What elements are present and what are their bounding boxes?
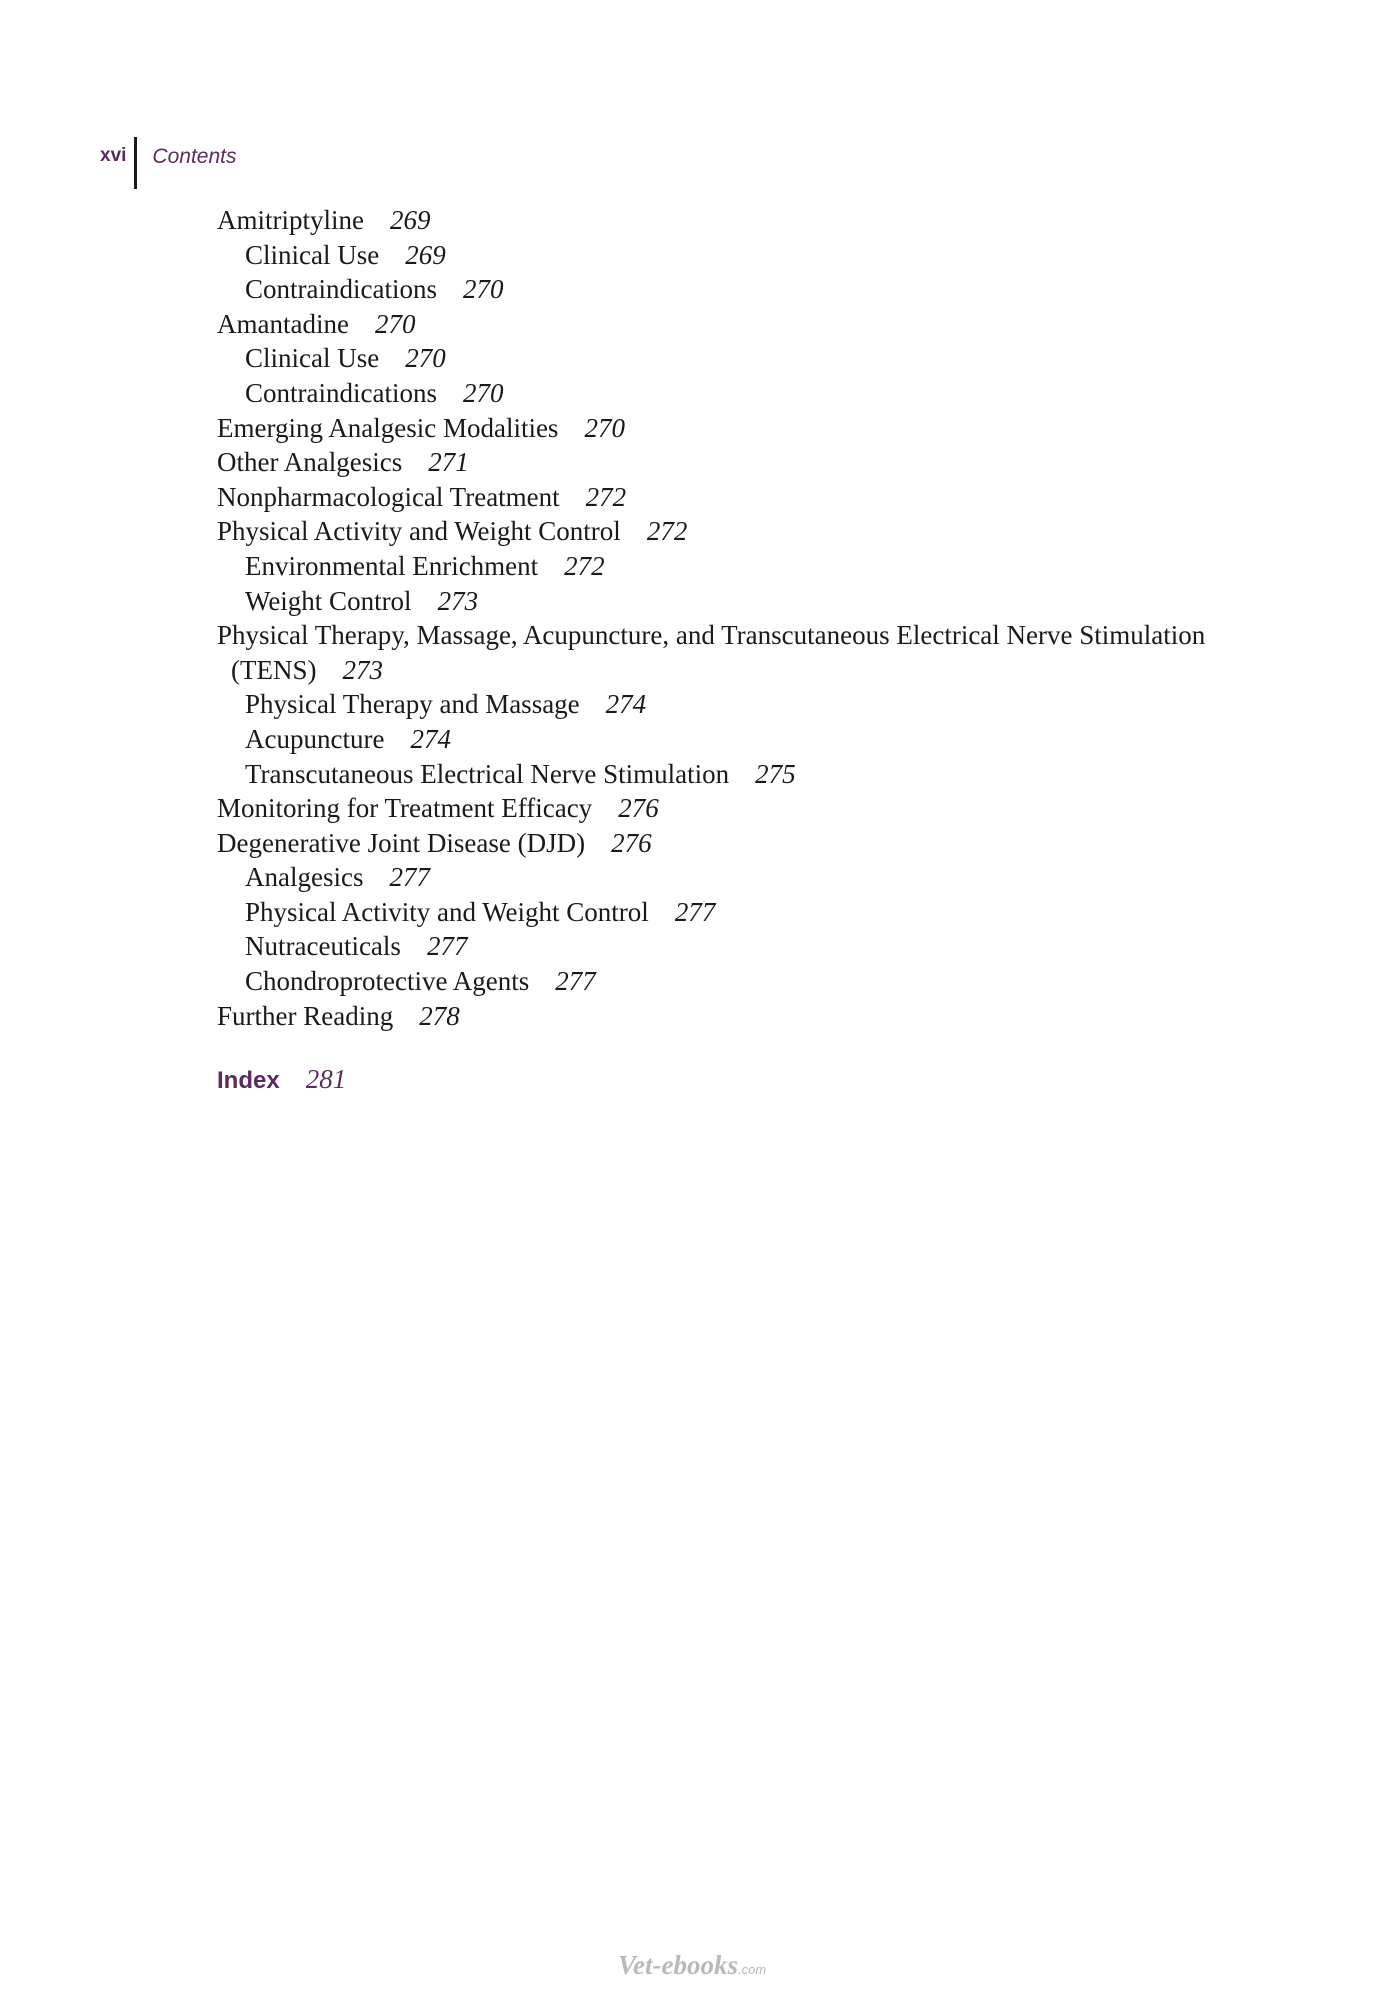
toc-entry-page: 273 — [342, 654, 383, 685]
toc-entry-title: Analgesics — [245, 862, 364, 893]
toc-entry-page: 272 — [585, 481, 627, 512]
toc-entry-title: Transcutaneous Electrical Nerve Stimulation — [245, 758, 730, 789]
toc-entry[interactable] — [217, 791, 1217, 826]
toc-entry-page: 270 — [584, 412, 625, 443]
toc-entry[interactable] — [217, 687, 1217, 722]
toc-entry-title: Amantadine — [217, 308, 349, 339]
toc-entry-title: Degenerative Joint Disease (DJD) — [217, 827, 586, 858]
toc-entry-title: Contraindications — [245, 377, 437, 408]
toc-entry-page: 276 — [618, 793, 659, 824]
toc-entry[interactable] — [217, 238, 1217, 273]
watermark-suffix: .com — [737, 1962, 767, 1977]
toc-entry[interactable] — [217, 722, 1217, 757]
toc-entry-title: Further Reading — [217, 1000, 394, 1031]
watermark-logo — [618, 1950, 766, 1981]
toc-entry-page: 277 — [674, 896, 716, 927]
toc-entry-title: Clinical Use — [245, 239, 380, 270]
toc-entry[interactable] — [217, 895, 1217, 930]
running-header — [100, 137, 236, 189]
chapter-page: 281 — [305, 1064, 347, 1094]
toc-entry-page: 273 — [437, 585, 479, 616]
toc-entry-page: 270 — [462, 377, 504, 408]
toc-chapter-entry-index[interactable] — [217, 1062, 346, 1098]
toc-entry[interactable] — [217, 514, 1217, 549]
toc-entry[interactable] — [217, 307, 1217, 342]
toc-entry-page: 269 — [389, 205, 431, 235]
toc-entry-title: Physical Activity and Weight Control — [245, 896, 649, 927]
toc-entry-page: 272 — [564, 550, 605, 581]
toc-entry-page: 275 — [755, 758, 796, 789]
toc-entry[interactable] — [217, 203, 1217, 238]
toc-entry-page: 271 — [428, 447, 469, 478]
toc-entry[interactable] — [217, 964, 1217, 999]
toc-entry-page: 272 — [646, 516, 688, 547]
toc-entry[interactable] — [217, 549, 1217, 584]
toc-entry[interactable] — [217, 584, 1217, 619]
running-title: Contents — [152, 145, 237, 168]
toc-entry[interactable] — [217, 618, 1217, 687]
toc-entry[interactable] — [217, 999, 1217, 1034]
toc-entry-title: Physical Therapy, Massage, Acupuncture, and Transcutaneous Electrical Nerve Stimulation (TENS) — [217, 620, 1206, 685]
toc-entry-title: Weight Control — [245, 585, 412, 616]
toc-entry-page: 278 — [419, 1000, 460, 1031]
watermark-text: Vet-ebooks — [618, 1950, 738, 1980]
toc-entry-title: Physical Therapy and Massage — [245, 689, 580, 720]
chapter-title: Index — [217, 1067, 280, 1094]
toc-entry-title: Chondroprotective Agents — [245, 966, 530, 997]
toc-entry-title: Nutraceuticals — [245, 931, 401, 962]
toc-entry-title: Environmental Enrichment — [245, 550, 539, 581]
toc-entry-title: Monitoring for Treatment Efficacy — [217, 793, 593, 824]
toc-entry-page: 277 — [426, 931, 468, 962]
toc-entry-page: 277 — [555, 966, 596, 997]
toc-entry-title: Contraindications — [245, 274, 437, 305]
toc-entry-page: 270 — [405, 343, 446, 374]
toc-entry-page: 269 — [405, 239, 446, 270]
toc-entry[interactable] — [217, 929, 1217, 964]
toc-entry-page: 276 — [611, 827, 652, 858]
page-number: xvi — [100, 145, 127, 166]
toc-entry-title: Emerging Analgesic Modalities — [217, 412, 559, 443]
toc-entry[interactable] — [217, 272, 1217, 307]
toc-entry[interactable] — [217, 411, 1217, 446]
toc-entry[interactable] — [217, 376, 1217, 411]
toc-entry[interactable] — [217, 480, 1217, 515]
toc-entry[interactable] — [217, 757, 1217, 792]
toc-entry-page: 274 — [410, 723, 451, 754]
toc-entry[interactable] — [217, 341, 1217, 376]
toc-entry[interactable] — [217, 860, 1217, 895]
toc-entry-page: 270 — [462, 274, 504, 305]
toc-entry-title: Physical Activity and Weight Control — [217, 516, 621, 547]
toc-entry-title: Nonpharmacological Treatment — [217, 481, 560, 512]
table-of-contents — [217, 203, 1217, 1033]
toc-entry-page: 270 — [374, 308, 416, 339]
toc-entry-title: Clinical Use — [245, 343, 380, 374]
toc-entry[interactable] — [217, 445, 1217, 480]
toc-entry-page: 274 — [605, 689, 647, 720]
toc-entry-page: 277 — [389, 862, 430, 893]
toc-entry-title: Amitriptyline — [217, 205, 364, 235]
toc-entry-title: Other Analgesics — [217, 447, 403, 478]
toc-entry[interactable] — [217, 826, 1217, 861]
toc-entry-title: Acupuncture — [245, 723, 385, 754]
